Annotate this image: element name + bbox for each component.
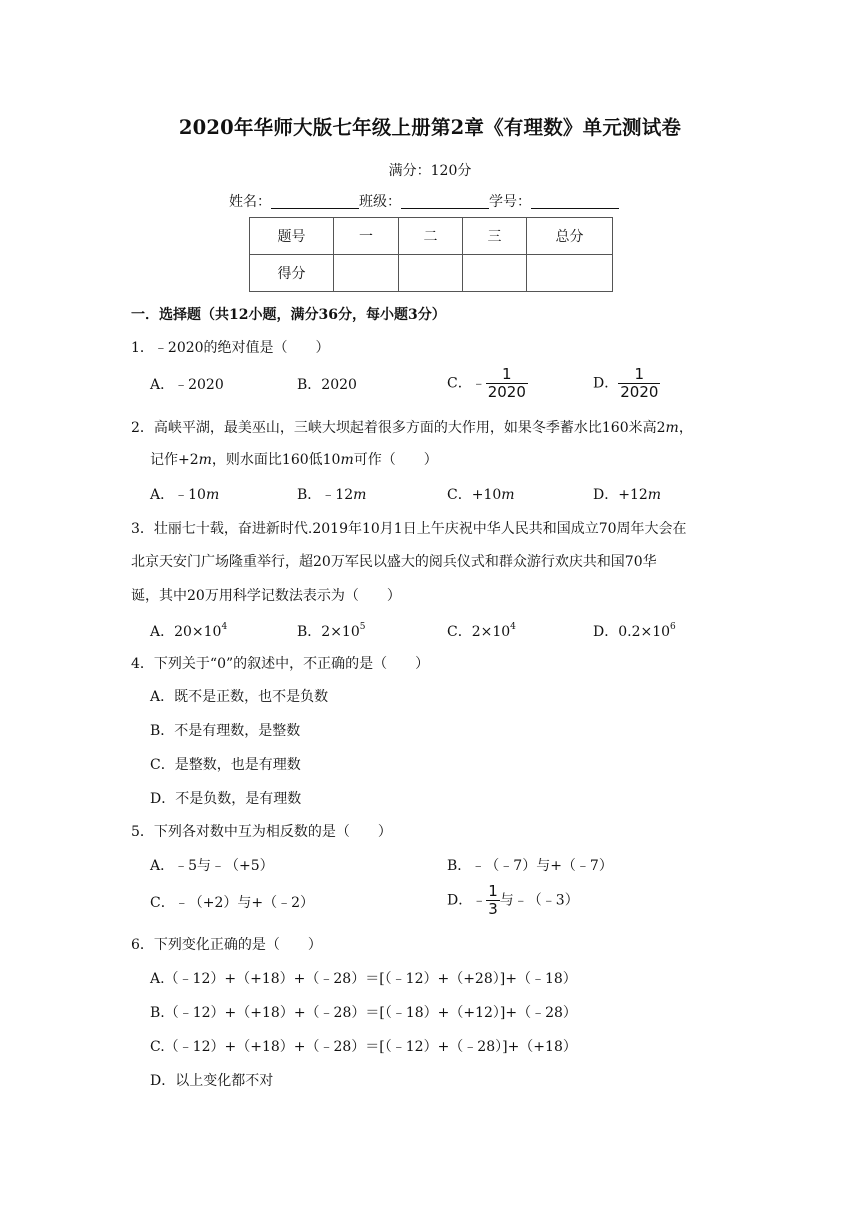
fraction bbox=[486, 883, 500, 918]
score-cell[interactable] bbox=[463, 255, 527, 292]
question-2-line-2 bbox=[150, 449, 438, 469]
q3-option-d bbox=[593, 621, 676, 641]
class-label: 班级： bbox=[359, 194, 401, 210]
unit-m: m bbox=[205, 487, 220, 503]
fraction bbox=[486, 366, 528, 401]
table-cell: 三 bbox=[463, 218, 527, 255]
q1-option-a: A．﹣2020 bbox=[150, 377, 224, 393]
unit-m: m bbox=[647, 487, 662, 503]
text-run: ， bbox=[678, 420, 693, 436]
unit-m: m bbox=[501, 487, 515, 503]
text-run: C．2×10 bbox=[447, 624, 511, 640]
question-6-stem: 6．下列变化正确的是（ ） bbox=[131, 937, 322, 953]
question-1-stem: 1．﹣2020的绝对值是（ ） bbox=[131, 340, 330, 356]
question-4-stem: 4．下列关于“0”的叙述中，不正确的是（ ） bbox=[131, 656, 430, 672]
q1-option-b: B．2020 bbox=[297, 377, 357, 393]
table-cell: 二 bbox=[399, 218, 463, 255]
q3-option-a bbox=[150, 621, 227, 641]
unit-m: m bbox=[353, 487, 367, 503]
q2-option-a bbox=[150, 484, 219, 504]
score-table bbox=[249, 217, 613, 292]
text-run: 可作（ ） bbox=[353, 452, 438, 468]
q2-option-b bbox=[297, 484, 366, 504]
id-label: 学号： bbox=[489, 194, 531, 210]
exponent: 5 bbox=[359, 622, 366, 632]
id-blank[interactable] bbox=[531, 194, 619, 209]
q4-option-c: C．是整数，也是有理数 bbox=[150, 757, 301, 773]
score-cell[interactable] bbox=[334, 255, 399, 292]
full-marks: 满分：120分 bbox=[388, 163, 472, 179]
table-cell: 题号 bbox=[250, 218, 334, 255]
fraction-denominator: 3 bbox=[488, 900, 498, 918]
exponent: 4 bbox=[510, 622, 516, 632]
section-heading: 一．选择题（共12小题，满分36分，每小题3分） bbox=[131, 307, 446, 323]
question-3-line-2: 北京天安门广场隆重举行，超20万军民以盛大的阅兵仪式和群众游行欢庆共和国70华 bbox=[131, 554, 657, 570]
student-info-row bbox=[229, 191, 619, 211]
unit-m: m bbox=[198, 452, 212, 468]
q5-option-d-suffix: 与﹣（﹣3） bbox=[499, 892, 579, 909]
q6-option-a: A.（﹣12）+（+18）+（﹣28）＝[（﹣12）+（+28）]+（﹣18） bbox=[150, 971, 577, 987]
q5-option-d bbox=[447, 883, 579, 918]
table-cell: 总分 bbox=[527, 218, 613, 255]
q4-option-d: D．不是负数，是有理数 bbox=[150, 791, 302, 807]
score-cell[interactable] bbox=[399, 255, 463, 292]
fraction bbox=[618, 366, 660, 401]
text-run: B．﹣12 bbox=[297, 487, 354, 503]
text-run: A．20×10 bbox=[150, 624, 222, 640]
q5-option-c: C．﹣（+2）与+（﹣2） bbox=[150, 895, 314, 911]
q6-option-d: D．以上变化都不对 bbox=[150, 1073, 274, 1089]
q2-option-c bbox=[447, 484, 515, 504]
question-5-stem: 5．下列各对数中互为相反数的是（ ） bbox=[131, 824, 392, 840]
table-cell: 一 bbox=[334, 218, 399, 255]
text-run: 记作+2 bbox=[150, 452, 199, 468]
text-run: ，则水面比160低10 bbox=[211, 452, 341, 468]
text-run: D．+12 bbox=[593, 487, 648, 503]
q5-option-a: A．﹣5与﹣（+5） bbox=[150, 858, 274, 874]
unit-m: m bbox=[340, 452, 354, 468]
q3-option-c bbox=[447, 621, 516, 641]
q1-option-c bbox=[447, 366, 528, 401]
exponent: 6 bbox=[670, 622, 676, 632]
score-table-header-row bbox=[250, 218, 613, 255]
unit-m: m bbox=[665, 420, 679, 436]
page-title: 2020年华师大版七年级上册第2章《有理数》单元测试卷 bbox=[178, 116, 682, 139]
q4-option-b: B．不是有理数，是整数 bbox=[150, 723, 301, 739]
fraction-numerator: 1 bbox=[488, 882, 498, 900]
fraction-denominator: 2020 bbox=[620, 383, 659, 401]
text-run: C．+10 bbox=[447, 487, 502, 503]
fraction-denominator: 2020 bbox=[487, 383, 526, 401]
q2-option-d bbox=[593, 484, 661, 504]
score-table-score-row bbox=[250, 255, 613, 292]
fraction-numerator: 1 bbox=[502, 365, 512, 383]
q1-option-c-prefix: C．﹣ bbox=[447, 375, 486, 392]
q4-option-a: A．既不是正数，也不是负数 bbox=[150, 689, 329, 705]
text-run: 2．高峡平湖，最美巫山，三峡大坝起着很多方面的大作用，如果冬季蓄水比160米高2 bbox=[131, 420, 666, 436]
score-cell[interactable] bbox=[527, 255, 613, 292]
name-blank[interactable] bbox=[271, 194, 359, 209]
text-run: A．﹣10 bbox=[150, 487, 206, 503]
q6-option-c: C.（﹣12）+（+18）+（﹣28）＝[（﹣12）+（﹣28）]+（+18） bbox=[150, 1039, 577, 1055]
question-3-line-1: 3．壮丽七十载，奋进新时代.2019年10月1日上午庆祝中华人民共和国成立70周年大会在 bbox=[131, 521, 687, 537]
exponent: 4 bbox=[221, 622, 228, 632]
question-3-line-3: 诞，其中20万用科学记数法表示为（ ） bbox=[131, 588, 401, 604]
q5-option-d-prefix: D．﹣ bbox=[447, 892, 487, 909]
q5-option-b: B．﹣（﹣7）与+（﹣7） bbox=[447, 858, 613, 874]
q3-option-b bbox=[297, 621, 365, 641]
text-run: D．0.2×10 bbox=[593, 624, 671, 640]
fraction-numerator: 1 bbox=[634, 365, 645, 383]
text-run: B．2×10 bbox=[297, 624, 360, 640]
name-label: 姓名： bbox=[229, 194, 271, 210]
q6-option-b: B.（﹣12）+（+18）+（﹣28）＝[（﹣18）+（+12）]+（﹣28） bbox=[150, 1005, 577, 1021]
q1-option-d bbox=[593, 366, 660, 401]
class-blank[interactable] bbox=[401, 194, 489, 209]
question-2-line-1 bbox=[131, 417, 693, 437]
q1-option-d-prefix: D． bbox=[593, 375, 619, 392]
table-cell: 得分 bbox=[250, 255, 334, 292]
